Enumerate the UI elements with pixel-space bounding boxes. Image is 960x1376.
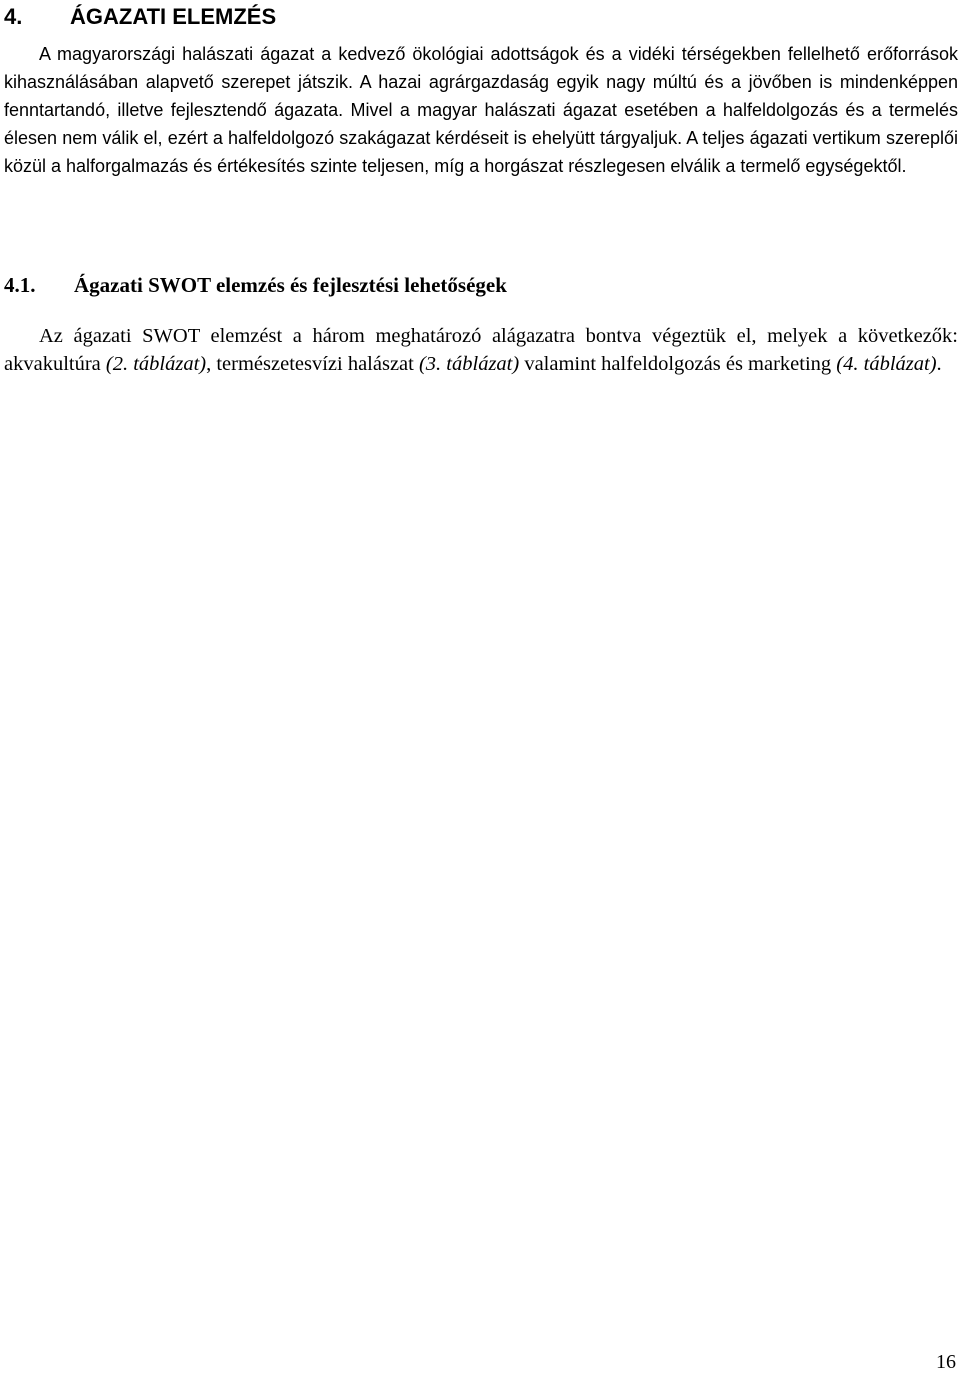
swot-text-part4: . — [936, 353, 942, 375]
swot-text-part3: valamint halfeldolgozás és marketing — [519, 353, 837, 375]
table-reference-3: (3. táblázat) — [418, 353, 520, 375]
swot-paragraph — [4, 322, 958, 378]
subsection-number: 4.1. — [4, 273, 36, 297]
section-title: ÁGAZATI ELEMZÉS — [70, 4, 277, 29]
section-heading — [4, 2, 276, 32]
page-number: 16 — [936, 1351, 956, 1373]
section-number: 4. — [4, 4, 23, 29]
intro-paragraph — [4, 40, 958, 180]
table-reference-2: (2. táblázat) — [105, 353, 207, 375]
subsection-heading — [4, 270, 507, 300]
subsection-title: Ágazati SWOT elemzés és fejlesztési lehetőségek — [74, 273, 507, 297]
table-reference-4: (4. táblázat) — [836, 353, 937, 375]
swot-text-part2: , természetesvízi halászat — [206, 353, 419, 375]
intro-paragraph-text: A magyarországi halászati ágazat a kedvező ökológiai adottságok és a vidéki térségekben fellelhető erőforrások kihasználásában alapvető szerepet játszik. A hazai agrárgazdaság egyik nagy múltú és a jövőben is mindenképpen fenntartandó, illetve fejlesztendő ágazata. Mivel a magyar halászati ágazat esetében a halfeldolgozás és a termelés élesen nem válik el, ezért a halfeldolgozó szakágazat kérdéseit is ehelyütt tárgyaljuk. A teljes ágazati vertikum szereplői közül a halforgalmazás és értékesítés szinte teljesen, míg a horgászat részlegesen elválik a termelő egységektől. — [4, 44, 958, 176]
swot-text-part1: Az ágazati SWOT elemzést a három meghatározó alágazatra bontva végeztük el, melyek a következők: akvakultúra — [4, 325, 958, 375]
